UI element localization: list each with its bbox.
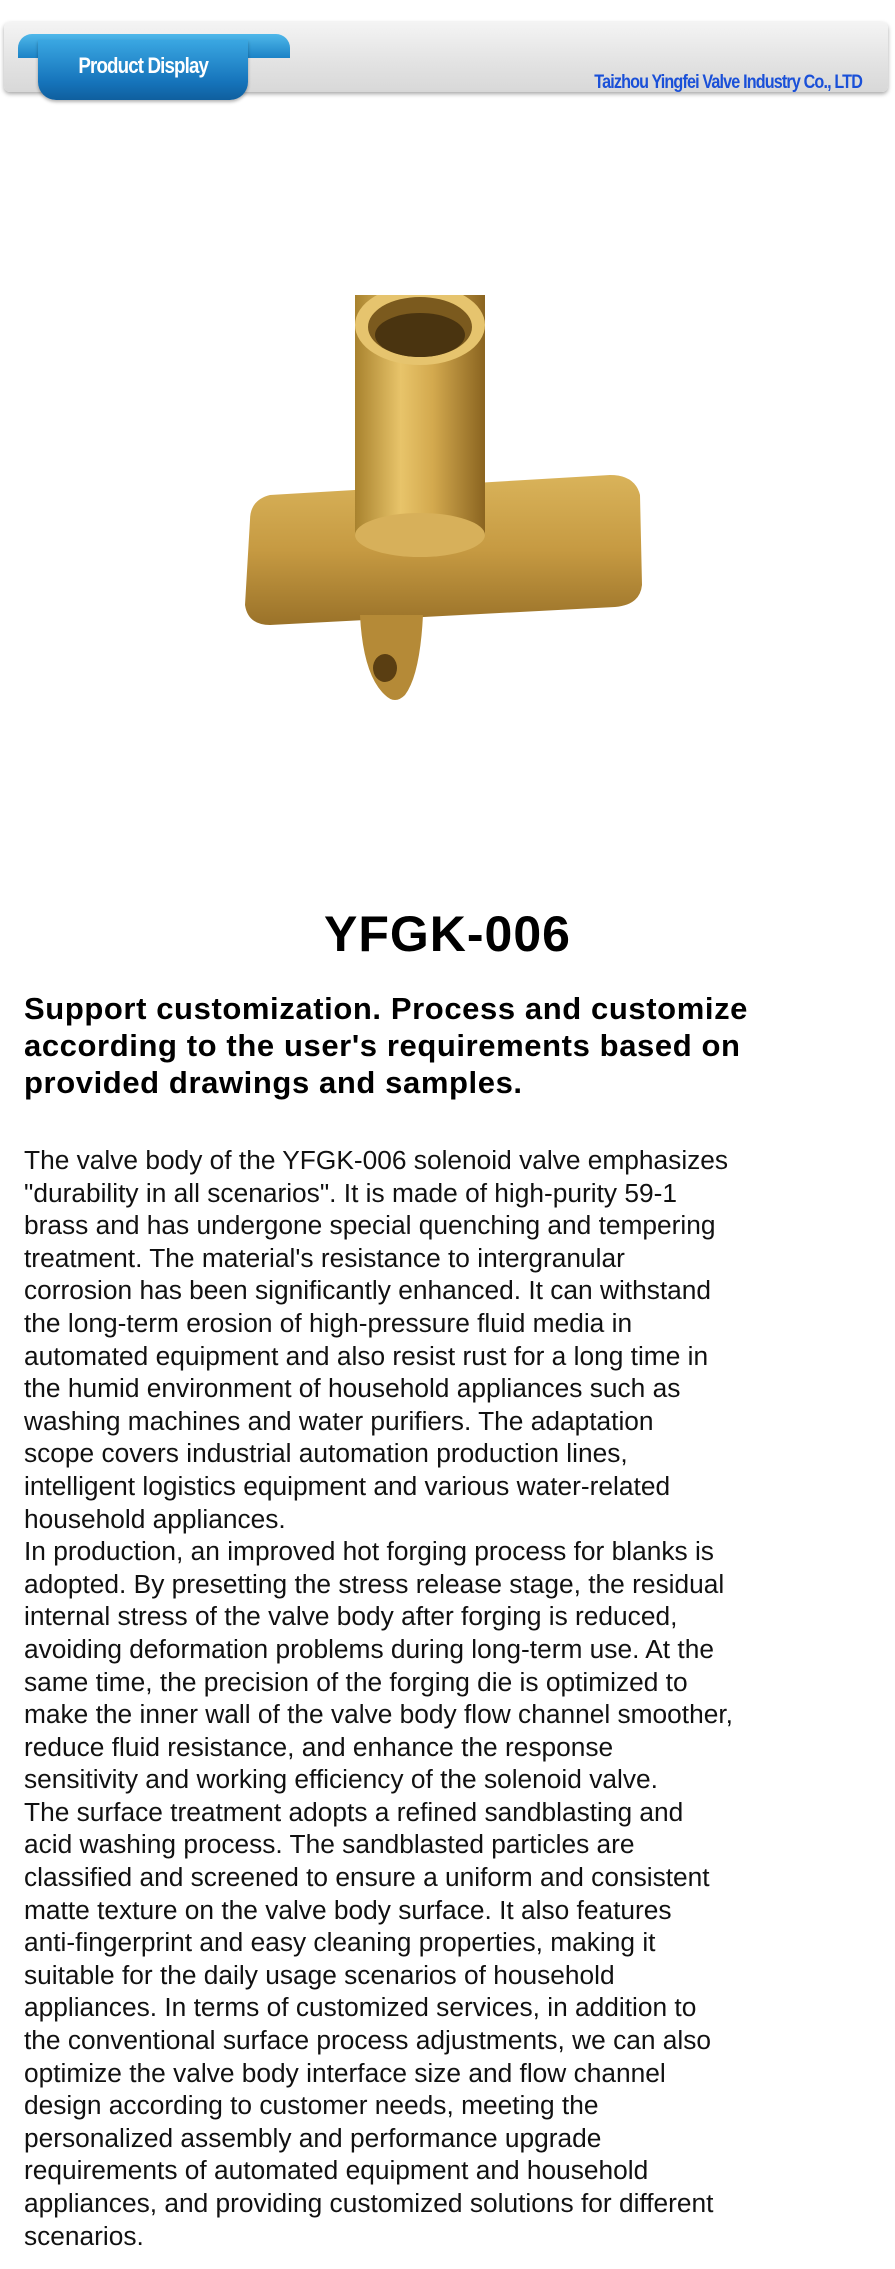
company-name: Taizhou Yingfei Valve Industry Co., LTD xyxy=(594,72,862,93)
customization-heading: Support customization. Process and customize according to the user's requirements based on provided drawings and samples. xyxy=(24,991,749,1100)
section-title: Product Display xyxy=(78,53,208,78)
section-title-ribbon xyxy=(38,40,248,100)
product-description: The valve body of the YFGK-006 solenoid valve emphasizes "durability in all scenarios". It is made of high-purity 59-1 brass and has undergone special quenching and tempering treatment. The material's resistance to intergranular corrosion has been significantly enhanced. It can withstand the long-term erosion of high-pressure fluid media in automated equipment and also resist rust for a long time in the humid environment of household appliances such as washing machines and water purifiers. The adaptation scope covers industrial automation production lines, intelligent logistics equipment and various water-related household appliances. In production, an improved hot forging process for blanks is adopted. By presetting the stress release stage, the residual internal stress of the valve body after forging is reduced, avoiding deformation problems during long-term use. At the same time, the precision of the forging die is optimized to make the inner wall of the valve body flow channel smoother, reduce fluid resistance, and enhance the response sensitivity and working efficiency of the solenoid valve. The surface treatment adopts a refined sandblasting and acid washing process. The sandblasted particles are classified and screened to ensure a uniform and consistent matte texture on the valve body surface. It also features anti-fingerprint and easy cleaning properties, making it suitable for the daily usage scenarios of household appliances. In terms of customized services, in addition to the conventional surface process adjustments, we can also optimize the valve body interface size and flow channel design according to customer needs, meeting the personalized assembly and performance upgrade requirements of automated equipment and household appliances, and providing customized solutions for different scenarios. xyxy=(24,1145,733,2251)
product-model: YFGK-006 xyxy=(324,906,571,962)
section-header-banner xyxy=(4,22,888,92)
brass-valve-body-photo xyxy=(230,295,660,755)
